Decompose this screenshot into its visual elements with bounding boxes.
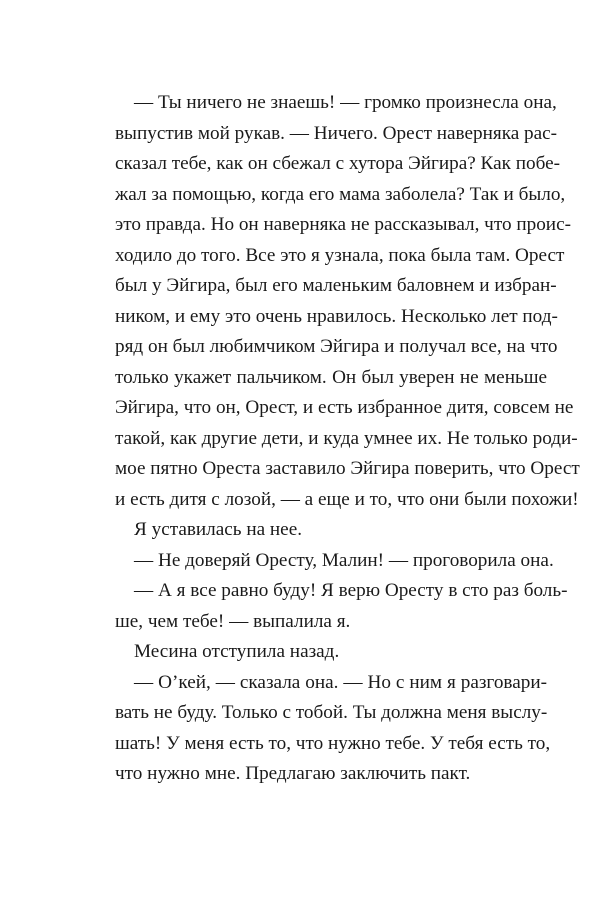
text-line: выпустив мой рукав. — Ничего. Орест наверняка рас- — [115, 122, 558, 144]
text-line: — Не доверяй Оресту, Малин! — проговорила она. — [134, 549, 554, 571]
text-line: мое пятно Ореста заставило Эйгира поверить, что Орест — [115, 458, 580, 479]
text-line: — Ты ничего не знаешь! — громко произнесла она, — [134, 92, 557, 113]
text-line: ше, чем тебе! — выпалила я. — [115, 610, 351, 632]
text-line: жал за помощью, когда его мама заболела? Так и было, — [115, 183, 566, 205]
text-line: только укажет пальчиком. Он был уверен не меньше — [115, 366, 547, 388]
text-line: Эйгира, что он, Орест, и есть избранное дитя, совсем не — [115, 397, 574, 418]
text-line: шать! У меня есть то, что нужно тебе. У тебя есть то, — [115, 732, 551, 754]
text-line: Я уставилась на нее. — [134, 519, 303, 540]
body-text — [115, 88, 580, 790]
text-line: ником, и ему это очень нравилось. Несколько лет под- — [115, 305, 558, 327]
text-line: был у Эйгира, был его маленьким баловнем и избран- — [115, 275, 557, 296]
text-line: Месина отступила назад. — [134, 641, 340, 662]
text-line: что нужно мне. Предлагаю заключить пакт. — [115, 763, 471, 784]
text-line: — О’кей, — сказала она. — Но с ним я разговари- — [134, 671, 547, 693]
text-line: ходило до того. Все это я узнала, пока была там. Орест — [115, 244, 565, 266]
text-line: вать не буду. Только с тобой. Ты должна меня выслу- — [115, 702, 548, 723]
text-line: это правда. Но он наверняка не рассказывал, что проис- — [115, 214, 571, 235]
text-line: и есть дитя с лозой, — а еще и то, что они были похожи! — [115, 488, 579, 510]
text-line: ряд он был любимчиком Эйгира и получал все, на что — [115, 336, 558, 357]
text-line: — А я все равно буду! Я верю Оресту в сто раз боль- — [134, 580, 568, 601]
text-line: такой, как другие дети, и куда умнее их. Не только роди- — [115, 427, 578, 449]
text-line: сказал тебе, как он сбежал с хутора Эйгира? Как побе- — [115, 153, 560, 174]
